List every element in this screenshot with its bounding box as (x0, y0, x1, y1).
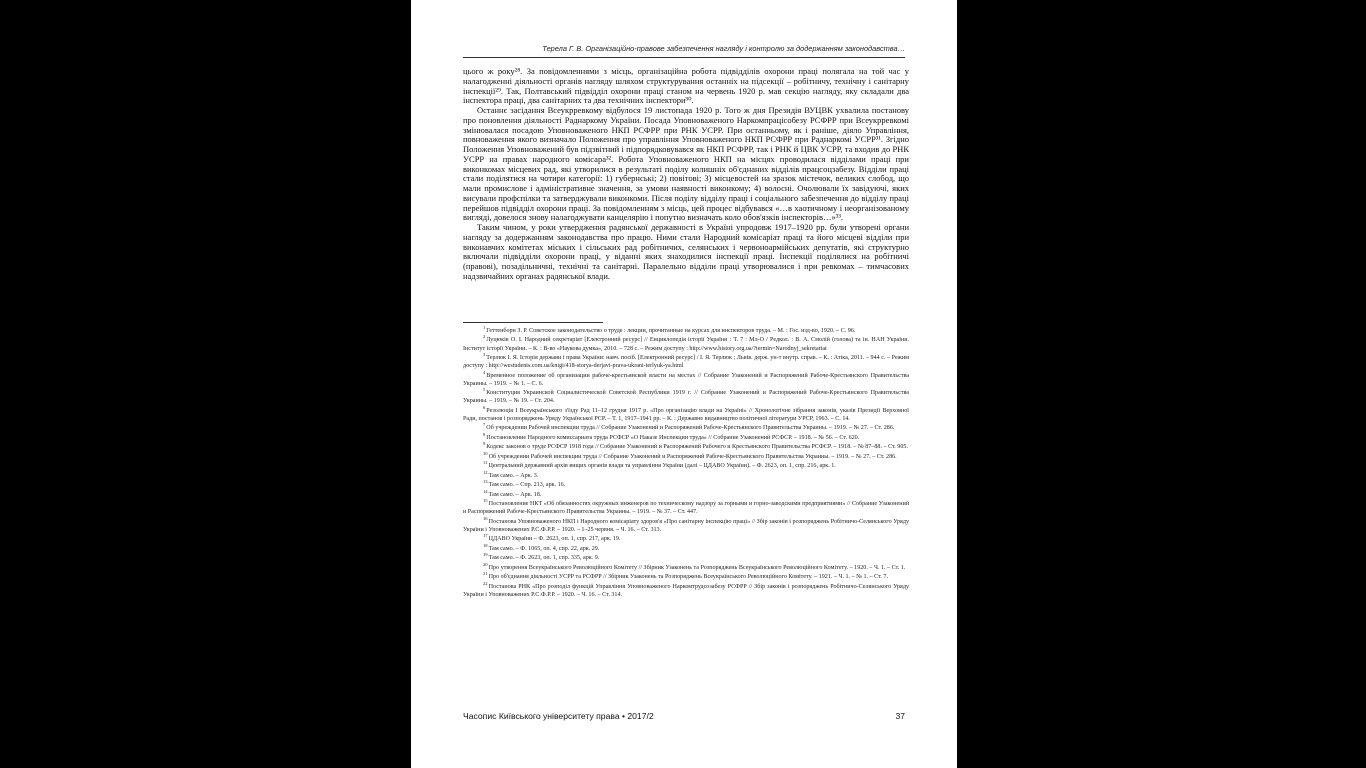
footnote-number: 7 (483, 422, 486, 428)
footnote-item (463, 336, 909, 352)
footnote-item (463, 573, 909, 581)
header-title: Організаційно-правове забезпечення нагляду і контролю за додержанням законодавства… (585, 44, 905, 53)
footnote-text: Кодекс законов о труде РСФСР 1918 года // Собрание Узаконений и Распоряжений Рабочего и Крестьянского Правительства РСФСР. – 1918. – № 87–88. – Ст. 905. (486, 444, 908, 451)
footnote-number: 2 (483, 334, 486, 340)
footnote-item (463, 580, 909, 599)
footnote-number: 8 (483, 431, 486, 437)
footnote-number: 9 (483, 441, 486, 447)
footnote-item (463, 450, 909, 461)
footnote-text: Там само. – Арк. 3. (488, 472, 539, 479)
footnote-item (463, 535, 909, 543)
footnote-text: Постанова Уповноваженого НКП і Народного комісаріату здоров'я «Про санітарну інспекцію праці» // Збір законів і розпоряджень Робітничо-Селянського Уряду України і Уповноважених Р.С.Ф.Р.Р. – 1920. – 1–25 червня. – Ч. 16. – Ст. 313. (463, 518, 909, 533)
footnote-number: 1 (483, 324, 486, 330)
footnote-text: Про об'єднання діяльності УСРР та РСФРР // Збірник Узаконень та Розпоряджень Всеукраїнського Революційного Комітету. – 1921. – Ч. 1. – № 1. – Ст. 7. (488, 574, 888, 581)
body-paragraph: цього ж року²⁸. За повідомленнями з місць, організаційна робота підвідділів охорони праці полягала на той час у налагодженні діяльності органів нагляду шляхом структурування останніх на підсекції – робітничу, технічну і санітарну інспекції²⁹. Так, Полтавський підвідділ охорони праці станом на червень 1920 р. мав секцію нагляду, яку складали два інспектора праці, два санітарних та два технічних інспектори³⁰. (463, 66, 909, 106)
article-body (463, 67, 909, 282)
footnote-item (463, 354, 909, 370)
footnote-number: 12 (483, 469, 488, 475)
footnote-text: Терлюк І. Я. Історія держави і права України: навч. посіб. [Електронний ресурс] / І. Я. Терлюк ; Львів. держ. ун-т внутр. справ. – К. : Атіка, 2011. – 944 с. – Режим доступу : http://westudents.com.ua/knigi/418-storya-derjavi-prava-ukrani-terlyuk-ya.html (463, 355, 909, 370)
footnote-text: Об учреждении Рабочей инспекции труда // Собрание Узаконений и Распоряжений Рабоче-Крестьянского Правительства Украины. – 1919. – № 27. – Ст. 286. (486, 425, 895, 432)
footer-journal: Часопис Київського університету права • 2017/2 (463, 711, 654, 721)
footnote-item (463, 404, 909, 423)
footnote-number: 10 (483, 450, 488, 456)
footnote-text: Постановление Народного комиссариата труда РСФСР «О Наказе Инспекции труда» // Собрание Узаконений РСФСР. – 1918. – № 56. – Ст. 620. (486, 434, 860, 441)
footnote-number: 14 (483, 488, 488, 494)
footnote-number: 17 (483, 533, 488, 539)
footnote-text: ЦДАВО України – Ф. 2623, оп. 1, спр. 217, арк. 19. (488, 536, 621, 543)
footnote-item (463, 554, 909, 562)
footnote-number: 13 (483, 479, 488, 485)
footnote-text: Об учреждении Рабочей инспекции труда // Собрание Узаконений и Распоряжений Рабоче-Крестьянского Правительства Украины. – 1919. – № 27. – Ст. 286. (488, 453, 897, 460)
footnote-item (463, 561, 909, 572)
footnote-number: 6 (483, 404, 486, 410)
footnote-item (463, 431, 909, 442)
footnote-number: 22 (483, 580, 488, 586)
footnote-item (463, 542, 909, 553)
footnote-text: Там само. – Спр. 213, арк. 16. (488, 482, 566, 489)
footnote-item (463, 389, 909, 405)
footnote-item (463, 500, 909, 516)
footnote-number: 5 (483, 387, 486, 393)
footnote-number: 19 (483, 552, 488, 558)
footnote-number: 3 (483, 352, 486, 358)
footnote-text: Постанова РНК «Про розподіл функцій Управління Уповноваженого Наркомтрудсозабезу РСФРР // Збір законів і розпоряджень Робітничо-Селянського Уряду України і Уповноважених Р.С.Ф.Р.Р. – 1920. – Ч. 16. – Ст. 314. (463, 583, 909, 598)
footnote-divider (463, 322, 603, 323)
footnote-text: Резолюція I Всеукраїнського з'їзду Рад 11–12 грудня 1917 р. «Про організацію влади на Україні» // Хронологічне зібрання законів, указів Президії Верховної Ради, постанов і розпоряджень Уряду Української РСР. – Т. 1, 1917–1941 рр. – К. : Державне видавництво політичної літератури УРСР, 1963. – С. 14. (463, 407, 909, 422)
footnote-number: 4 (483, 369, 486, 375)
footnote-text: Центральний державний архів вищих органів влади та управління України (далі – ЦДАВО України). – Ф. 2623, оп. 1, спр. 216, арк. 1. (488, 463, 836, 470)
footnote-item (463, 481, 909, 489)
footnote-number: 21 (483, 571, 488, 577)
footnote-number: 15 (483, 498, 488, 504)
document-page (411, 0, 957, 768)
running-header (463, 44, 905, 53)
footnote-item (463, 469, 909, 480)
footnote-text: Луцюків О. І. Народний секретаріат [Електронний ресурс] // Енциклопедія історії України : Т. 7 : Мл-О / Редкол. : В. А. Смолій (голова) та ін. НАН України. Інститут історії України. – К. : В-во «Наукова думка», 2010. – 728 с. – Режим доступу : http://www.history.org.ua/?termin=Narodnyj_sekretariat (463, 337, 909, 352)
footnote-item (463, 369, 909, 388)
footnote-text: Постановление НКТ «Об обязанностях окружных инженеров по техническому надзору за горными и горно-заводскими предприятиями» // Собрание Узаконений и Распоряжений Рабоче-Крестьянского Правительства Украины. – 1919. – № 37. – Ст. 447. (463, 501, 909, 516)
footnote-text: Временное положение об организации рабоче-крестьянской власти на местах // Собрание Узаконений и Распоряжений Рабоче-Крестьянского Правительства Украины. – 1919. – № 1. – С. 6. (463, 372, 909, 387)
header-divider (463, 57, 905, 58)
footnotes-list (463, 324, 909, 600)
footnote-text: Там само. – Ф. 2623, оп. 1, спр. 335, арк. 9. (488, 555, 600, 562)
footnote-number: 18 (483, 542, 488, 548)
footnote-item (463, 488, 909, 499)
footnote-number: 11 (483, 460, 488, 466)
page-footer (463, 711, 905, 721)
footnote-item (463, 515, 909, 534)
body-paragraph: Таким чином, у роки утвердження радянської державності в Україні упродовж 1917–1920 рр. були утворені органи нагляду за додержанням законодавства про працю. Ними стали Народний комісаріат праці та його місцеві відділи при виконавчих комітетах міських і сільських рад робітничих, селянських і червоноармійських депутатів, які структурно включали підвідділи охорони праці, у віданні яких знаходилися інспекції праці. Інспекції поділялися на робітничі (правові), позадільничні, технічні та санітарні. Паралельно відділи праці утворювалися і при ревкомах – тимчасових надзвичайних органах радянської влади. (463, 222, 909, 281)
footnote-number: 20 (483, 561, 488, 567)
footnote-item (463, 443, 909, 451)
footnote-text: Там само. – Арк. 18. (488, 491, 542, 498)
footnote-text: Про утворення Всеукраїнського Революційного Комітету // Збірник Узаконень та Розпоряджень Всеукраїнського Революційного Комітету. – 1920. – Ч. 1. – Ст. 1. (488, 564, 906, 571)
footnote-item (463, 424, 909, 432)
footnote-number: 16 (483, 515, 488, 521)
footnote-text: Конституция Украинской Социалистической Советской Республики 1919 г. // Собрание Узаконений и Распоряжений Рабоче-Крестьянского Правительства Украины. – 1919. – № 19. – Ст. 204. (463, 390, 909, 405)
footnote-item (463, 462, 909, 470)
header-authors: Терела Г. В. (542, 44, 584, 53)
body-paragraph: Останнє засідання Всеукрревкому відбулося 19 листопада 1920 р. Того ж дня Президія ВУЦВК ухвалила постанову про поновлення діяльності Раднаркому України. Посада Уповноваженого Наркомпрацісобезу РСФРР при Всеукрревкомі змінювалася посадою Уповноваженого НКП РСФРР при РНК УСРР. При останньому, як і раніше, діяло Управління, повноваження якого визначало Положення про управління Уповноваженого НКП РСФРР при Раднаркомі УСРР³¹. Згідно Положення Уповноважений був підзвітний і підпорядковувався як НКП РСФРР, так і РНК й ЦВК УСРР, та входив до РНК УСРР на правах народного комісара³². Робота Уповноваженого НКП на місцях проводилася відділами праці при виконкомах місцевих рад, які утворилися в результаті поділу колишніх об'єднаних відділів працсоцзабезу. Відділи праці стали поділятися на чотири категорії: 1) губернські; 2) повітові; 3) місцевостей на зразок містечок, великих слобод, що мали промислове і адміністративне значення, за умови наявності виконкому; 4) волосні. Очолювали їх завідуючі, яких висували профспілки та затверджували виконкоми. Після поділу відділу праці і соціального забезпечення до відділу праці перейшов підвідділ охорони праці. За повідомленням з місць, цей процес відбувався «…в хаотичному і неорганізованому вигляді, довелося знову налагоджувати канцелярію і попутно визначать коло обов'язків інспекторів…»³³. (463, 105, 909, 223)
page-number: 37 (895, 711, 905, 721)
footnote-text: Геттенборн З. Р. Советское законодательство о труде : лекции, прочитанные на курсах для инспекторов труда. – М. : Гос. изд-во, 1920. – С. 96. (486, 328, 856, 334)
footnote-text: Там само. – Ф. 1065, оп. 4, спр. 22, арк. 29. (488, 545, 600, 552)
footnote-item (463, 324, 909, 335)
